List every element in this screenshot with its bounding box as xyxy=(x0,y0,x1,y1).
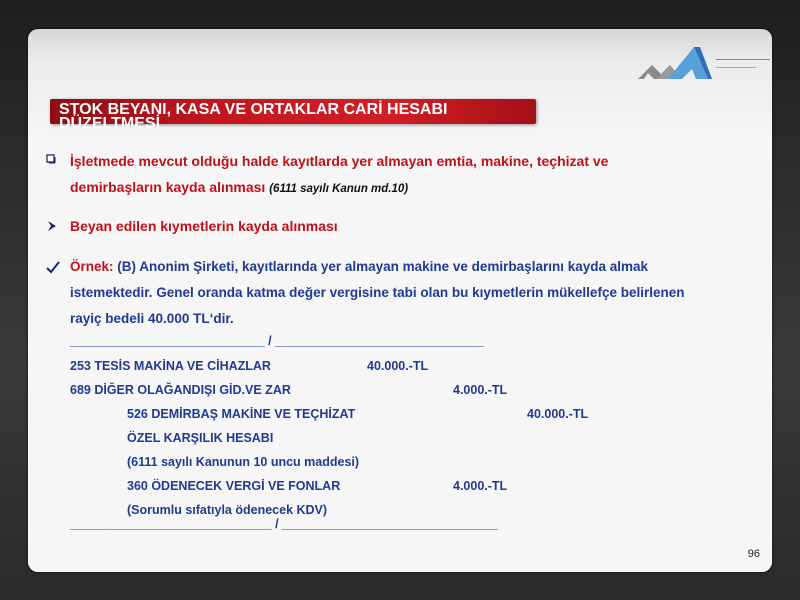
bullet-1-line-2 xyxy=(70,179,408,195)
page-number: 96 xyxy=(747,548,760,560)
bullet-2-text: Beyan edilen kıymetlerin kayda alınması xyxy=(70,218,338,234)
journal-row-1-account: 253 TESİS MAKİNA VE CİHAZLAR xyxy=(70,359,271,373)
example-text-line-1: (B) Anonim Şirketi, kayıtlarında yer almayan makine ve demirbaşlarını kayda almak xyxy=(117,259,649,274)
arrow-bullet-icon xyxy=(46,218,60,234)
slide xyxy=(28,29,772,572)
bullet-1-text: demirbaşların kayda alınması xyxy=(70,179,266,195)
journal-separator-top: ____________________________ / ______________________________ xyxy=(70,334,484,348)
journal-row-3-account: 526 DEMİRBAŞ MAKİNE VE TEÇHİZAT xyxy=(127,407,356,421)
checkmark-bullet-icon xyxy=(46,259,60,275)
example-text-line-2: istemektedir. Genel oranda katma değer vergisine tabi olan bu kıymetlerin mükellefçe belirlenen xyxy=(70,285,685,300)
bullet-1-line-1: İşletmede mevcut olduğu halde kayıtlarda yer almayan emtia, makine, teçhizat ve xyxy=(70,153,609,169)
journal-row-6-account: 360 ÖDENECEK VERGİ VE FONLAR xyxy=(127,479,341,493)
journal-row-3-amount: 40.000.-TL xyxy=(527,407,589,421)
journal-row-1-amount: 40.000.-TL xyxy=(367,359,429,373)
journal-row-2-account: 689 DİĞER OLAĞANDIŞI GİD.VE ZAR xyxy=(70,383,291,397)
example-label: Örnek: xyxy=(70,259,114,274)
bullet-3-line-1 xyxy=(70,259,648,274)
journal-row-6-amount: 4.000.-TL xyxy=(453,479,508,493)
journal-row-7-account: (Sorumlu sıfatıyla ödenecek KDV) xyxy=(127,503,328,517)
journal-row-4-account: ÖZEL KARŞILIK HESABI xyxy=(127,431,274,445)
slide-title: STOK BEYANI, KASA VE ORTAKLAR CARİ HESABI DÜZELTMESİ xyxy=(59,101,448,132)
journal-row-2-amount: 4.000.-TL xyxy=(453,383,508,397)
journal-separator-bottom: _____________________________ / _______________________________ xyxy=(70,517,498,531)
square-bullet-icon xyxy=(46,153,60,169)
example-text-line-3: rayiç bedeli 40.000 TL‘dir. xyxy=(70,311,234,326)
company-logo xyxy=(638,39,772,87)
title-bar xyxy=(50,99,536,132)
journal-row-5-account: (6111 sayılı Kanunun 10 uncu maddesi) xyxy=(127,455,360,469)
law-reference-note: (6111 sayılı Kanun md.10) xyxy=(269,183,409,195)
